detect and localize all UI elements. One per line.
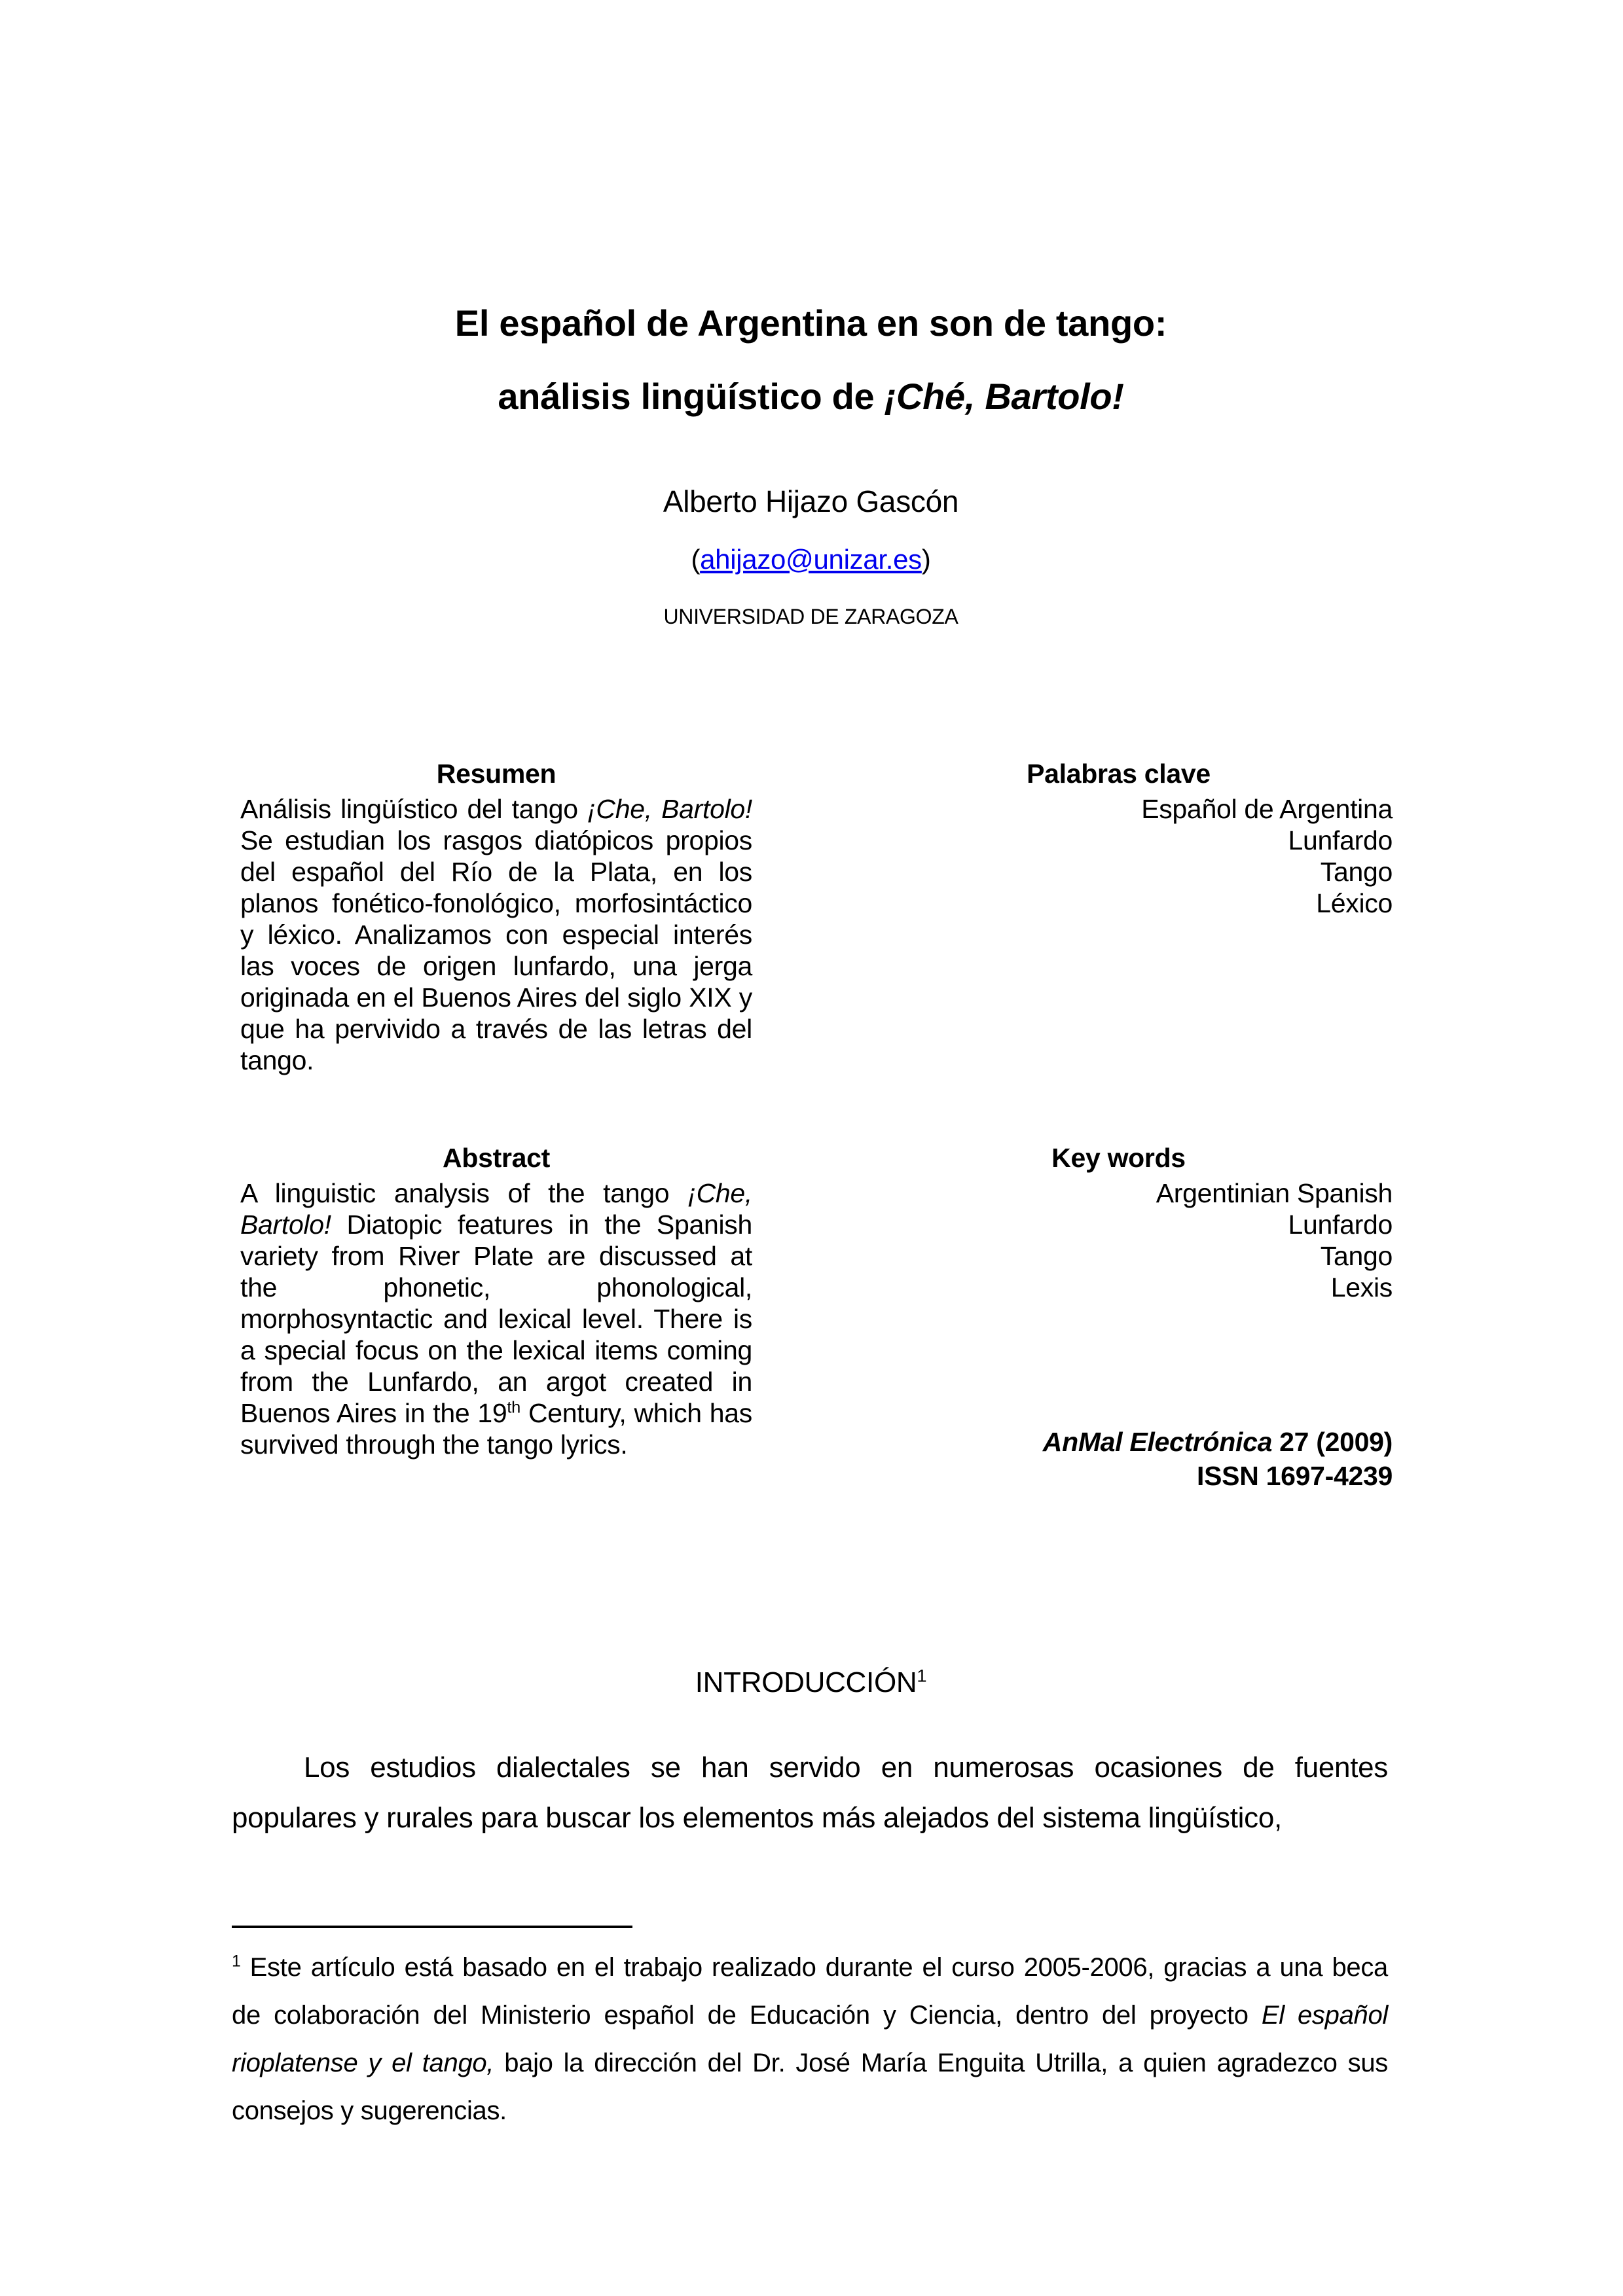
- palabras-clave-column: [845, 758, 1393, 1076]
- journal-issue: 27 (2009): [1272, 1427, 1393, 1457]
- ordinal-superscript: th: [507, 1398, 520, 1417]
- keyword-item: Tango: [1320, 857, 1393, 887]
- introduction-heading-text: INTRODUCCIÓN: [695, 1666, 917, 1698]
- resumen-work-name: ¡Che, Bartolo!: [587, 794, 752, 824]
- title-work-name: ¡Ché, Bartolo!: [884, 376, 1124, 417]
- title-line-1: El español de Argentina en son de tango:: [454, 302, 1167, 344]
- abstract-text: [240, 1177, 752, 1460]
- footnote-marker: 1: [232, 1952, 241, 1971]
- keyword-item: Lexis: [1330, 1272, 1393, 1302]
- journal-citation: [845, 1425, 1393, 1493]
- email-open-paren: (: [691, 544, 701, 575]
- keyword-item: Tango: [1320, 1241, 1393, 1271]
- article-title: [232, 287, 1390, 433]
- footnote-area: [232, 1926, 1388, 2135]
- abstract-work-name: ¡Che, Bartolo!: [240, 1178, 752, 1240]
- footnote-part2: bajo la dirección del Dr. José María Enguita Utrilla, a quien agradezco sus consejos y sugerencias.: [232, 2049, 1389, 2125]
- resumen-part1: Análisis lingüístico del tango: [240, 794, 588, 824]
- title-line-2-prefix: análisis lingüístico de: [498, 376, 884, 417]
- email-close-paren: ): [921, 544, 931, 575]
- title-line-2: [232, 360, 1390, 433]
- resumen-column: [240, 758, 752, 1076]
- abstract-part3: Century, which has survived through the tango lyrics.: [240, 1398, 752, 1460]
- abstract-part1: A linguistic analysis of the tango: [240, 1178, 688, 1208]
- keyword-item: Argentinian Spanish: [1156, 1178, 1393, 1208]
- email-link[interactable]: ahijazo@unizar.es: [700, 544, 922, 575]
- resumen-part2: Se estudian los rasgos diatópicos propios del español del Río de la Plata, en los planos fonético-fonológico, morfosintáctico y léxico. Analizamos con especial interés las voces de origen lunfardo, una jerga originada en el Buenos Aires del siglo XIX y que ha pervivido a través de las letras del tango.: [240, 825, 752, 1075]
- abstract-part2: Diatopic features in the Spanish variety from River Plate are discussed at the phonetic, phonological, morphosyntactic and lexical level. There is a special focus on the lexical items coming from the Lunfardo, an argot created in Buenos Aires in the 19: [240, 1210, 752, 1428]
- abstract-column: [240, 1142, 752, 1493]
- footnote-text: [232, 1944, 1388, 2135]
- column-gap: [752, 1142, 845, 1493]
- keyword-item: Lunfardo: [1288, 825, 1393, 855]
- footnote-project-title: El español rioplatense y el tango,: [232, 2001, 1388, 2077]
- footnote-reference[interactable]: 1: [917, 1665, 927, 1686]
- author-email-line: [232, 543, 1390, 576]
- abstract-keywords-row: [240, 1142, 1393, 1493]
- journal-issue-line: [845, 1425, 1393, 1459]
- author-affiliation: UNIVERSIDAD DE ZARAGOZA: [663, 605, 958, 628]
- keyword-item: Lunfardo: [1288, 1210, 1393, 1240]
- introduction-heading: [232, 1666, 1390, 1700]
- resumen-keywords-row: [240, 758, 1393, 1076]
- keyword-item: Léxico: [1316, 888, 1393, 918]
- journal-name: AnMal Electrónica: [1042, 1427, 1273, 1457]
- footnote-separator-rule: [232, 1926, 632, 1928]
- key-words-column: [845, 1142, 1393, 1493]
- keyword-item: Español de Argentina: [1141, 794, 1393, 824]
- palabras-clave-heading: Palabras clave: [1027, 759, 1211, 789]
- resumen-heading: Resumen: [436, 759, 556, 789]
- footnote-part1: Este artículo está basado en el trabajo realizado durante el curso 2005-2006, gracias a una beca de colaboración del Ministerio español de Educación y Ciencia, dentro del proyecto: [232, 1953, 1388, 2030]
- resumen-text: [240, 793, 752, 1076]
- author-name: Alberto Hijazo Gascón: [663, 484, 959, 518]
- key-words-heading: Key words: [1051, 1143, 1186, 1173]
- introduction-paragraph: Los estudios dialectales se han servido en numerosas ocasiones de fuentes populares y rurales para buscar los elementos más alejados del sistema lingüístico,: [232, 1751, 1388, 1834]
- journal-issn: ISSN 1697-4239: [1197, 1461, 1393, 1491]
- author-block: [232, 483, 1390, 630]
- column-gap: [752, 758, 845, 1076]
- abstract-heading: Abstract: [443, 1143, 550, 1173]
